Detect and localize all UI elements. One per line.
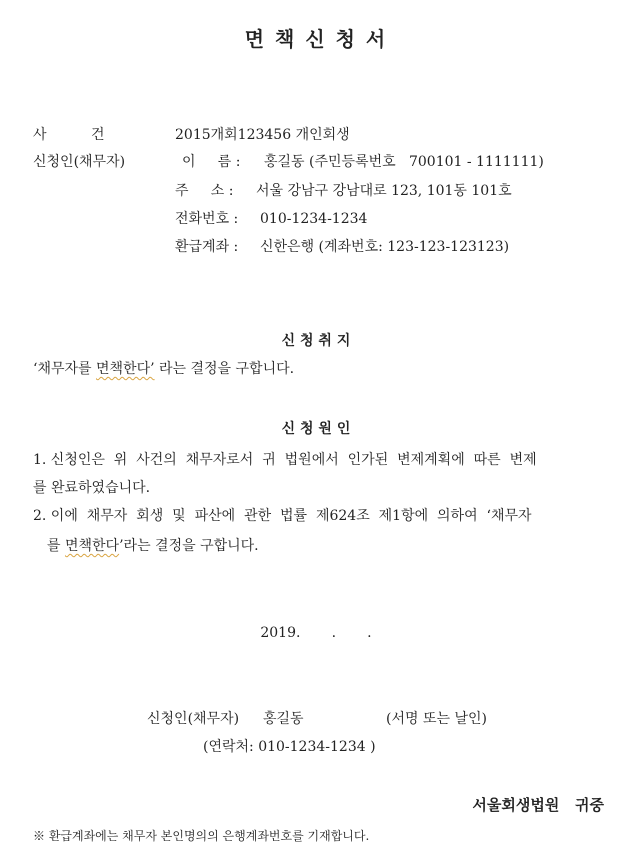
applicant-label: 신청인(채무자) — [33, 154, 126, 170]
signature-label: 신청인(채무자) — [147, 711, 240, 727]
purpose-text — [33, 360, 294, 378]
reason-text-pre: 를 — [47, 538, 65, 554]
purpose-text-pre: ‘채무자를 — [33, 361, 96, 377]
name-label: 이 름 : — [182, 154, 241, 170]
name-value: 홍길동 (주민등록번호 700101 - 1111111) — [264, 154, 544, 170]
refund-account-label: 환급계좌 : — [175, 239, 239, 255]
seal-note: (서명 또는 날인) — [386, 711, 487, 727]
signature-name: 홍길동 — [263, 711, 304, 727]
reason-text-underlined: 면책한다 — [64, 538, 120, 554]
phone-label: 전화번호 : — [175, 211, 239, 227]
case-label: 사 건 — [33, 127, 105, 143]
phone-value: 010-1234-1234 — [260, 211, 368, 227]
contact-line: (연락처: 010-1234-1234 ) — [203, 739, 376, 755]
reason-item-1-line-2: 를 완료하였습니다. — [33, 480, 151, 496]
purpose-text-post: 라는 결정을 구합니다. — [154, 361, 295, 377]
reason-item-1-line-1: 1. 신청인은 위 사건의 채무자로서 귀 법원에서 인가된 변제계획에 따른 변제 — [33, 452, 537, 468]
address-value: 서울 강남구 강남대로 123, 101동 101호 — [256, 183, 512, 199]
purpose-text-underlined: 면책한다’ — [96, 361, 155, 377]
document-title: 면 책 신 청 서 — [244, 27, 388, 51]
reason-item-2-line-2 — [47, 537, 259, 555]
court-addressee: 서울회생법원 귀중 — [472, 796, 604, 814]
refund-account-value: 신한은행 (계좌번호: 123-123-123123) — [260, 239, 510, 255]
purpose-heading: 신 청 취 지 — [281, 333, 351, 349]
reason-text-post: ’라는 결정을 구합니다. — [119, 538, 259, 554]
date-line: 2019. . . — [260, 625, 372, 641]
address-label: 주 소 : — [175, 183, 234, 199]
case-number: 2015개회123456 개인회생 — [175, 127, 350, 143]
reason-heading: 신 청 원 인 — [281, 421, 351, 437]
footnote: ※ 환급계좌에는 채무자 본인명의의 은행계좌번호를 기재합니다. — [33, 829, 370, 843]
reason-item-2-line-1: 2. 이에 채무자 회생 및 파산에 관한 법률 제624조 제1항에 의하여 ‘채무자 — [33, 508, 532, 524]
